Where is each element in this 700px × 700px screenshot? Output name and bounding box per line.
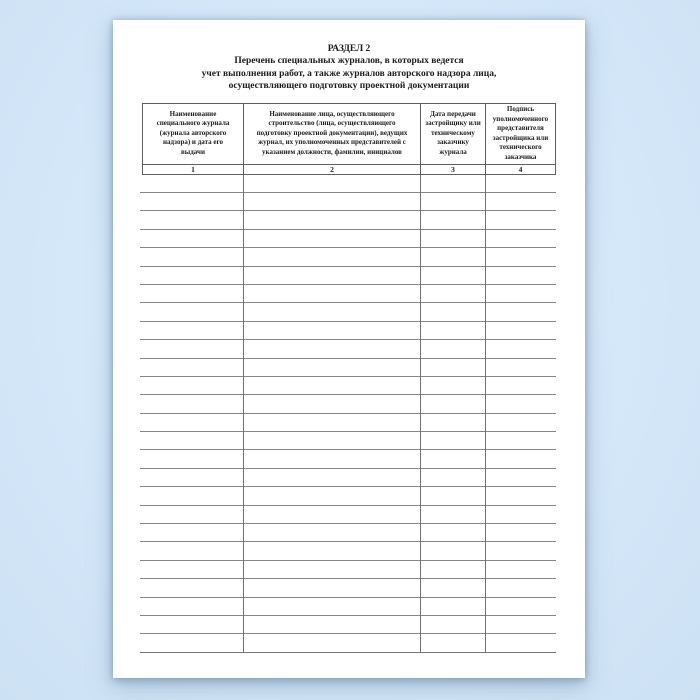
empty-table-row bbox=[140, 432, 556, 450]
empty-table-row bbox=[140, 579, 556, 597]
document-title-block bbox=[113, 20, 585, 93]
column-separator-2 bbox=[420, 175, 421, 653]
empty-table-row bbox=[140, 193, 556, 211]
column-header-person-name: Наименование лица, осуществляющего строительство (лица, осуществляющего подготовку проектной документации), ведущих журнал, их уполномоченных представителей с указанием должности, фамилии, инициалов bbox=[243, 104, 420, 164]
empty-table-row bbox=[140, 211, 556, 229]
column-number-row bbox=[142, 165, 556, 175]
column-header-journal-name: Наименование специального журнала (журнала авторского надзора) и дата его выдачи bbox=[156, 109, 230, 156]
empty-table-row bbox=[140, 634, 556, 652]
empty-table-row bbox=[140, 248, 556, 266]
column-separator-3 bbox=[485, 175, 486, 653]
subtitle-line-1: Перечень специальных журналов, в которых ведется bbox=[234, 56, 464, 67]
column-number-4: 4 bbox=[485, 165, 555, 174]
empty-table-row bbox=[140, 524, 556, 542]
subtitle-line-2: учет выполнения работ, а также журналов авторского надзора лица, bbox=[201, 68, 497, 79]
table-header-row bbox=[142, 103, 556, 165]
column-header-transfer-date: Дата передачи застройщику или техническому заказчику журнала bbox=[420, 104, 485, 164]
column-header-signature: Подпись уполномоченного представителя застройщика или технического заказчика bbox=[485, 104, 555, 164]
column-number-1: 1 bbox=[191, 164, 195, 174]
empty-table-row bbox=[140, 267, 556, 285]
empty-table-row bbox=[140, 542, 556, 560]
empty-table-row bbox=[140, 414, 556, 432]
empty-table-row bbox=[140, 487, 556, 505]
table-body bbox=[140, 175, 556, 653]
column-number-3: 3 bbox=[420, 165, 485, 174]
empty-table-row bbox=[140, 561, 556, 579]
column-separator-1 bbox=[243, 175, 244, 653]
empty-table-row bbox=[140, 506, 556, 524]
empty-table-row bbox=[140, 359, 556, 377]
subtitle-line-3: осуществляющего подготовку проектной документации bbox=[228, 81, 470, 92]
section-title: РАЗДЕЛ 2 bbox=[327, 44, 371, 54]
empty-table-row bbox=[140, 616, 556, 634]
empty-table-row bbox=[140, 285, 556, 303]
empty-table-row bbox=[140, 230, 556, 248]
empty-table-row bbox=[140, 322, 556, 340]
empty-table-row bbox=[140, 175, 556, 193]
document-page bbox=[113, 20, 585, 678]
empty-table-row bbox=[140, 469, 556, 487]
empty-table-row bbox=[140, 303, 556, 321]
empty-table-row bbox=[140, 598, 556, 616]
column-number-2: 2 bbox=[243, 165, 420, 174]
empty-table-row bbox=[140, 395, 556, 413]
empty-table-row bbox=[140, 340, 556, 358]
journals-table bbox=[142, 103, 556, 653]
empty-table-row bbox=[140, 450, 556, 468]
empty-table-row bbox=[140, 377, 556, 395]
